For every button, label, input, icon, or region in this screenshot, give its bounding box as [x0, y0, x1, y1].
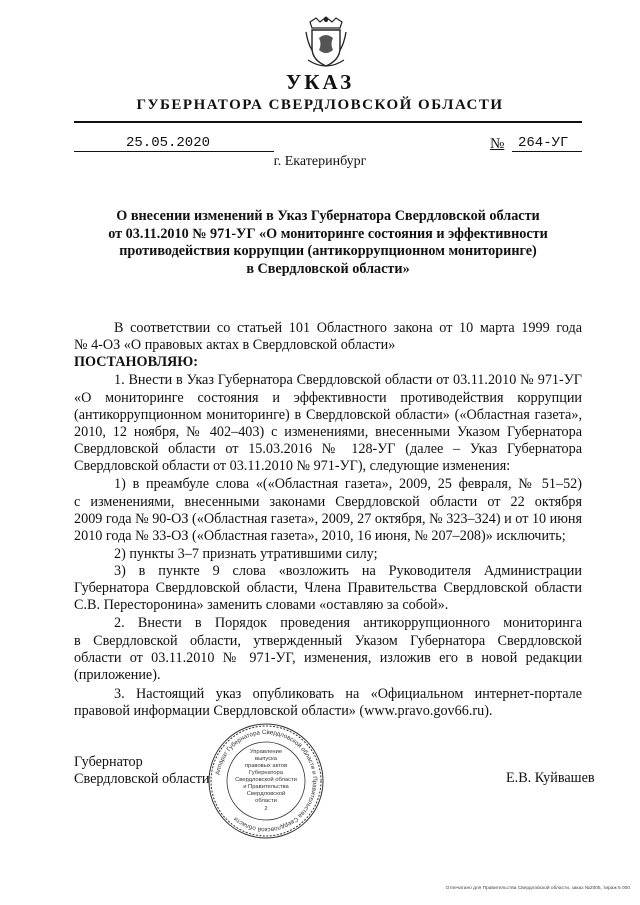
print-footer: Отпечатано для Правительства Свердловской области, заказ №2005, тираж 5 000 [445, 886, 630, 891]
body-line: 2010, 12 ноября, № 402–403) с изменениями, внесенными Указом Губернатора [74, 424, 582, 440]
header-rule [74, 121, 582, 123]
body-line: 1) в преамбуле слова «(«Областная газета», 2009, 25 февраля, № 51–52) [114, 476, 582, 492]
body-line: Свердловской области от 03.11.2010 № 971-УГ), следующие изменения: [74, 458, 511, 474]
body-line: С.В. Пересторонина» заменить словами «оставляю за собой». [74, 597, 449, 613]
body-line: «О мониторинге состояния и эффективности противодействия коррупции [74, 390, 582, 406]
body-line: В соответствии со статьей 101 Областного закона от 10 марта 1999 года [114, 320, 582, 336]
stamp-line: области [255, 798, 277, 804]
stamp-line: Управление [249, 749, 283, 755]
stamp-line: правовых актов [244, 763, 288, 769]
date-underline [74, 151, 274, 152]
body-line: 3) в пункте 9 слова «возложить на Руководителя Администрации [114, 563, 582, 579]
signer-position-line2: Свердловской области [74, 771, 210, 787]
signer-name: Е.В. Куйвашев [506, 770, 595, 786]
heading-line: противодействия коррупции (антикоррупционном мониторинге) [119, 243, 537, 259]
number-sign: № [490, 136, 505, 152]
body-line: (приложение). [74, 667, 161, 683]
issuer-title: ГУБЕРНАТОРА СВЕРДЛОВСКОЙ ОБЛАСТИ [136, 97, 504, 113]
body-line: в Свердловской области, утвержденный Указом Губернатора Свердловской [74, 633, 582, 649]
heading-line: в Свердловской области» [246, 260, 410, 277]
coat-of-arms-emblem [304, 14, 348, 70]
document-date: 25.05.2020 [126, 135, 211, 151]
body-line: 2010 года № 33-ОЗ («Областная газета», 2010, 16 июня, № 207–208)» исключить; [74, 528, 566, 544]
stamp-ring-text: Аппарат Губернатора Свердловской области и Правительства Свердловской области [214, 728, 319, 834]
issue-city: г. Екатеринбург [273, 154, 367, 169]
document-type-title: УКАЗ [285, 70, 355, 94]
body-line: (антикоррупционном мониторинге) в Свердловской области» («Областная газета», [74, 407, 582, 423]
body-line: 2) пункты 3–7 признать утратившими силу; [114, 546, 378, 562]
stamp-line: Губернатора [249, 770, 283, 776]
body-line: с изменениями, внесенными законами Свердловской области от 22 октября [74, 494, 582, 510]
document-heading [74, 208, 582, 278]
stamp-line: Свердловской [246, 791, 286, 797]
official-stamp [207, 722, 325, 840]
body-line: 2009 года № 90-ОЗ («Областная газета», 2009, 27 октября, № 323–324) и от 10 июня [74, 511, 582, 527]
body-line: № 4-ОЗ «О правовых актах в Свердловской области» [74, 337, 396, 353]
stamp-line: 2 [264, 806, 268, 812]
stamp-line: выпуска [254, 756, 278, 762]
signer-position-line1: Губернатор [74, 754, 143, 770]
body-line: 1. Внести в Указ Губернатора Свердловской области от 03.11.2010 № 971-УГ [114, 372, 582, 388]
stamp-line: Свердловской области [235, 777, 297, 783]
body-line: Свердловской области от 15.03.2016 № 128-УГ (далее – Указ Губернатора [74, 441, 582, 457]
body-line: 2. Внести в Порядок проведения антикоррупционного мониторинга [114, 615, 582, 631]
document-number: 264-УГ [518, 135, 569, 151]
stamp-line: и Правительства [243, 784, 289, 790]
heading-line: от 03.11.2010 № 971-УГ «О мониторинге состояния и эффективности [108, 225, 548, 242]
body-line: области от 03.11.2010 № 971-УГ, изменения, изложив его в новой редакции [74, 650, 582, 666]
body-line: Губернатора Свердловской области, Члена Правительства Свердловской области [74, 580, 582, 596]
number-underline [512, 151, 582, 152]
body-line: правовой информации Свердловской области» (www.pravo.gov66.ru). [74, 703, 493, 719]
resolution-keyword: ПОСТАНОВЛЯЮ: [74, 354, 199, 370]
body-line: 3. Настоящий указ опубликовать на «Официальном интернет-портале [114, 686, 582, 702]
heading-line: О внесении изменений в Указ Губернатора Свердловской области [116, 208, 540, 224]
